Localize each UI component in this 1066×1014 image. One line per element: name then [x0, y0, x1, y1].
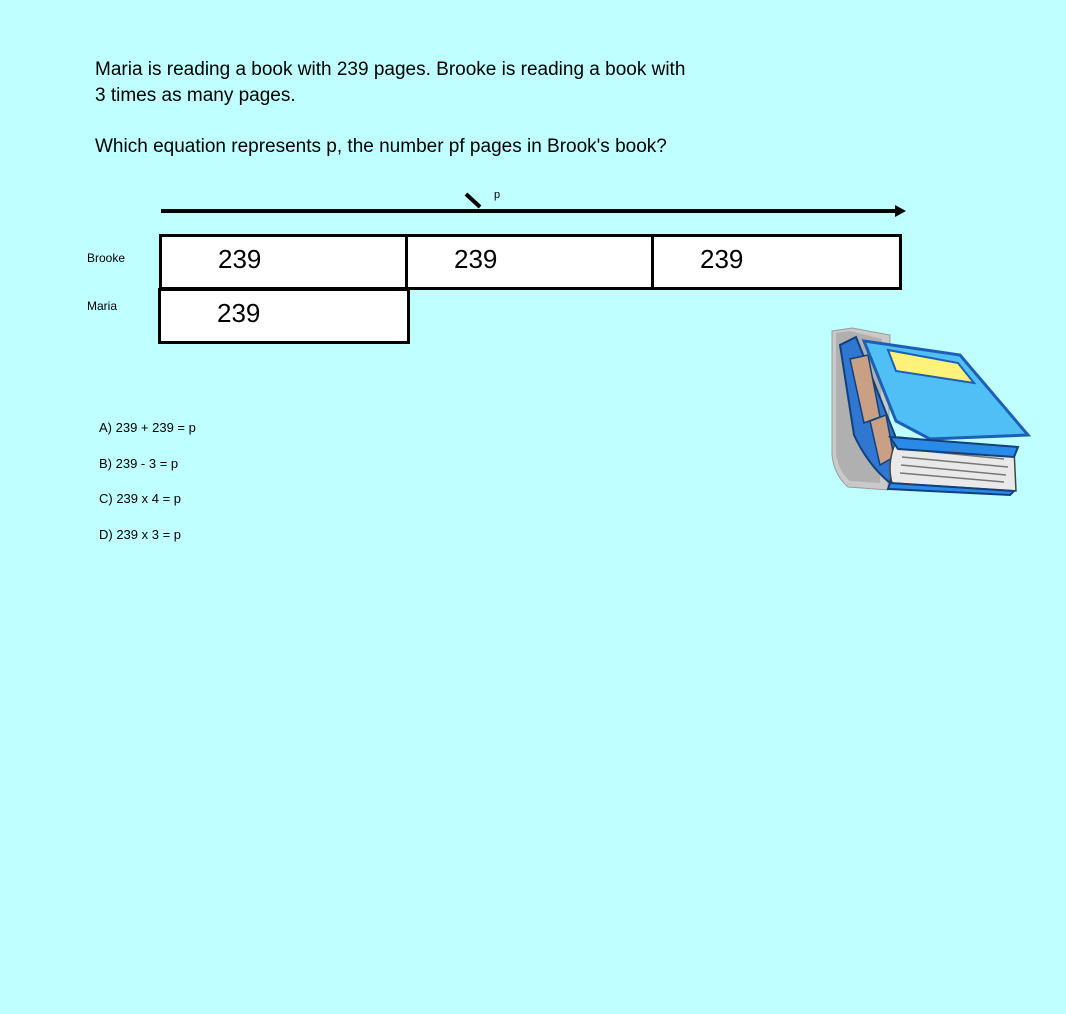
answer-choices [99, 420, 196, 562]
maria-bar [158, 288, 410, 344]
choice-a[interactable]: A) 239 + 239 = p [99, 420, 196, 435]
unknown-p-label: p [494, 189, 501, 201]
question-prompt: Which equation represents p, the number pf pages in Brook's book? [95, 136, 667, 157]
question-line-2: 3 times as many pages. [95, 85, 296, 106]
total-arrow-head [895, 205, 906, 217]
brooke-cell-1: 239 [159, 234, 408, 290]
choice-b[interactable]: B) 239 - 3 = p [99, 455, 179, 471]
question-line-1: Maria is reading a book with 239 pages. Brooke is reading a book with [95, 59, 686, 80]
row-label-brooke: Brooke [87, 251, 126, 265]
unknown-pointer [466, 194, 480, 207]
brooke-bar [159, 234, 902, 290]
question-text [95, 57, 785, 160]
choice-d[interactable]: D) 239 x 3 = p [99, 526, 182, 542]
brooke-cell-3: 239 [651, 234, 902, 290]
maria-cell-1: 239 [158, 288, 410, 344]
brooke-cell-2: 239 [405, 234, 654, 290]
total-arrow [160, 190, 910, 220]
book-clipart [828, 325, 1033, 497]
row-label-maria: Maria [87, 299, 118, 313]
choice-c[interactable]: C) 239 x 4 = p [99, 491, 182, 506]
